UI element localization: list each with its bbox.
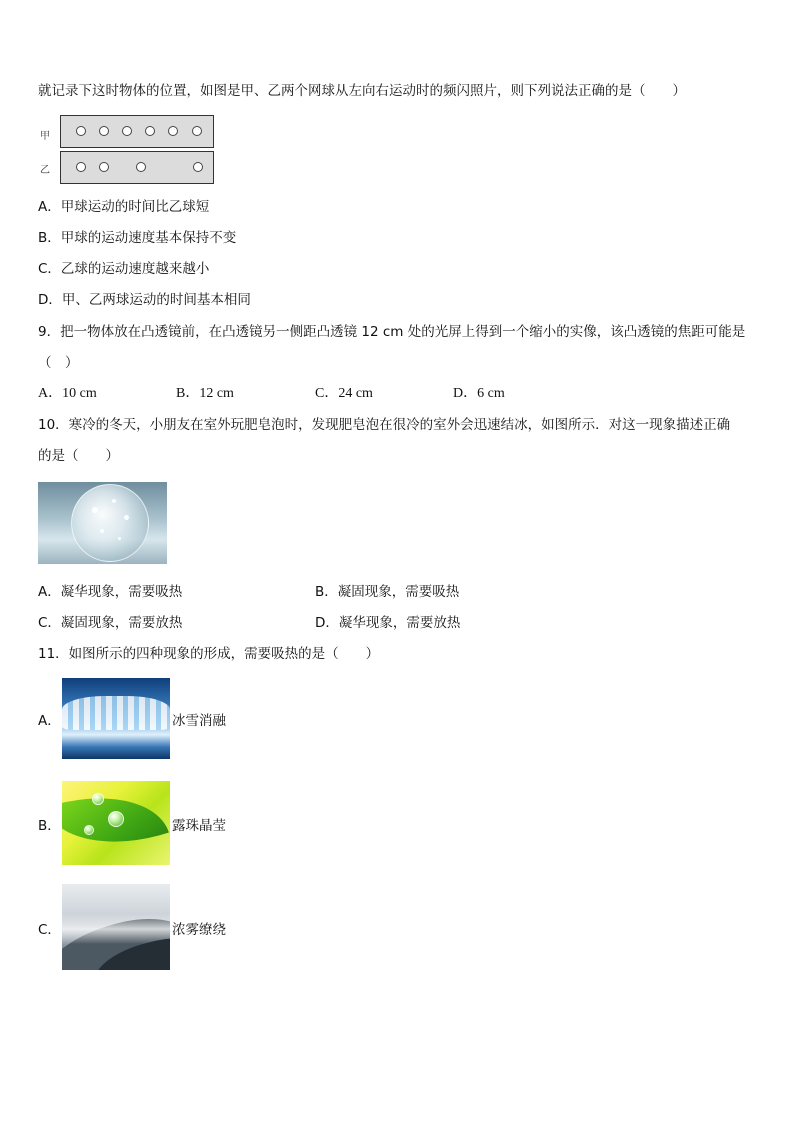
ball — [76, 162, 86, 172]
q9-option-c: C．24 cm — [315, 386, 373, 401]
q9-option-b: B．12 cm — [176, 386, 234, 401]
q11-option-b-caption: 露珠晶莹 — [172, 818, 226, 834]
dense-fog-image — [62, 884, 170, 970]
dew-drop — [84, 825, 94, 835]
q11-option-c-letter: C． — [38, 922, 61, 938]
q8-option-b: B．甲球的运动速度基本保持不变 — [38, 230, 237, 246]
q11-option-a-letter: A． — [38, 713, 61, 729]
ice-waterfall — [62, 696, 170, 730]
ball — [136, 162, 146, 172]
label-jia: 甲 — [40, 131, 50, 142]
mist — [62, 914, 170, 944]
frost — [112, 499, 116, 503]
ice-melting-image — [62, 678, 170, 759]
q8-option-a: A．甲球运动的时间比乙球短 — [38, 199, 210, 215]
ball — [99, 126, 109, 136]
q10-stem-line2: 的是（ ） — [38, 448, 119, 464]
frost — [124, 515, 129, 520]
q9-stem-line2: （ ） — [38, 355, 79, 371]
q11-option-c-caption: 浓雾缭绕 — [172, 922, 226, 938]
label-yi: 乙 — [40, 165, 50, 176]
q8-option-d: D．甲、乙两球运动的时间基本相同 — [38, 292, 251, 308]
q10-option-c: C．凝固现象，需要放热 — [38, 615, 183, 631]
q9-option-d: D．6 cm — [453, 386, 505, 401]
strip-jia — [60, 115, 214, 148]
q11-option-b-letter: B． — [38, 818, 61, 834]
ball — [99, 162, 109, 172]
dew-drops-image — [62, 781, 170, 865]
q10-stem-line1: 10．寒冷的冬天，小朋友在室外玩肥皂泡时，发现肥皂泡在很冷的室外会迅速结冰，如图所示．对这一现象描述正确 — [38, 417, 731, 433]
q11-stem: 11．如图所示的四种现象的形成，需要吸热的是（ ） — [38, 646, 380, 662]
frozen-bubble-image — [38, 482, 167, 564]
q11-option-a-caption: 冰雪消融 — [172, 713, 226, 729]
ball — [168, 126, 178, 136]
ball — [122, 126, 132, 136]
bubble — [71, 484, 149, 562]
dew-drop — [92, 793, 104, 805]
q9-option-a: A．10 cm — [38, 386, 97, 401]
frost — [100, 529, 104, 533]
q8-stem: 就记录下这时物体的位置，如图是甲、乙两个网球从左向右运动时的频闪照片，则下列说法正确的是（ ） — [38, 83, 686, 99]
frost — [92, 507, 98, 513]
ball — [145, 126, 155, 136]
strip-yi — [60, 151, 214, 184]
ball — [76, 126, 86, 136]
q9-stem-line1: 9．把一物体放在凸透镜前，在凸透镜另一侧距凸透镜 12 cm 处的光屏上得到一个缩小的实像，该凸透镜的焦距可能是 — [38, 324, 746, 340]
q10-option-b: B．凝固现象，需要吸热 — [315, 584, 460, 600]
q10-option-a: A．凝华现象，需要吸热 — [38, 584, 183, 600]
q10-option-d: D．凝华现象，需要放热 — [315, 615, 461, 631]
ball — [193, 162, 203, 172]
frost — [118, 537, 121, 540]
q8-option-c: C．乙球的运动速度越来越小 — [38, 261, 210, 277]
dew-drop — [108, 811, 124, 827]
ball — [192, 126, 202, 136]
